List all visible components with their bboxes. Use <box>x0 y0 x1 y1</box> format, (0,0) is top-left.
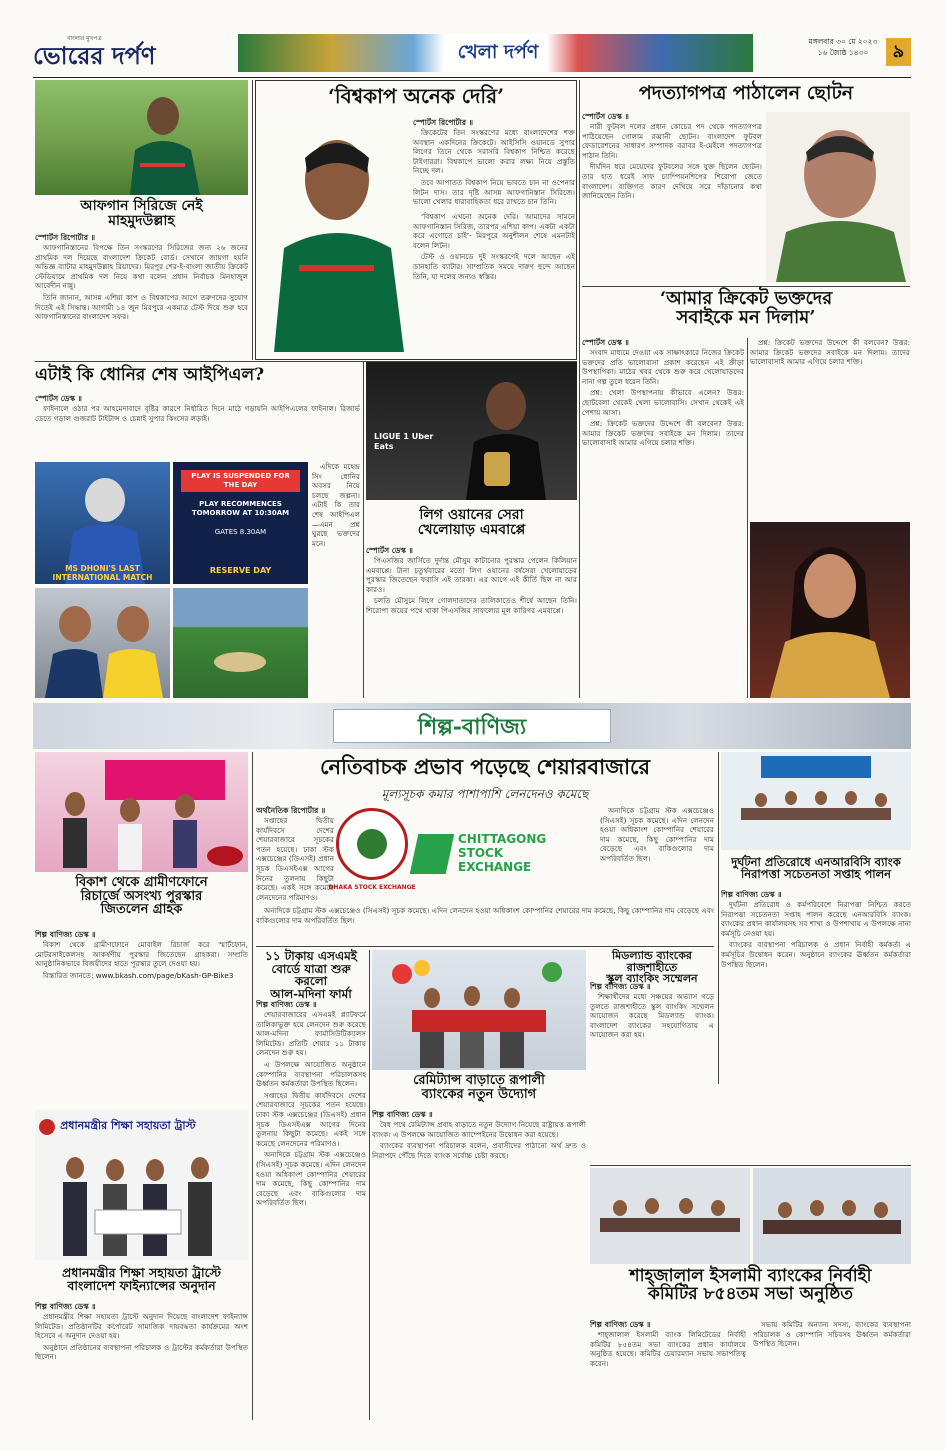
paragraph: ক্রিকেটের তিন সংস্করণের মধ্যে বাংলাদেশের শক্ত অবস্থান একদিনের ক্রিকেটে। আইসিসি ওয়ানডে সুপার লিগের তিনে থেকে সরাসরি বিশ্বকাপ নিশ্চিত করেছে টাইগাররা। বিশ্বকাপে ভালো করার লক্ষ্য নিয়ে প্রস্তুতি নিচ্ছে দল। <box>413 128 575 176</box>
byline: শিল্প বাণিজ্য ডেস্ক ॥ <box>35 1302 96 1311</box>
headline-line: আফগান সিরিজে নেই <box>80 198 203 214</box>
photo-liton <box>259 118 409 352</box>
headline-line: ১১ টাকায় এসএমই <box>265 949 357 963</box>
paragraph: সপ্তাহের দ্বিতীয় কার্যদিবসে দেশের শেয়ারবাজারে সূচকের পতন হয়েছে। ঢাকা স্টক এক্সচেঞ্জের (ডিএসই) প্রধান সূচক ডিএসইএক্স আগের দিনের তুলনায় কিছুটা কমেছে। একই সঙ্গে কমেছে লেনদেনের পরিমাণও। <box>256 1090 366 1148</box>
article-mahmudullah <box>35 233 248 355</box>
headline-mahmudullah <box>35 199 248 228</box>
paragraph: ব্যাংকের ব্যবস্থাপনা পরিচালক বলেন, প্রবাসীদের পাঠানো অর্থ দ্রুত ও নিরাপদে পৌঁছে দিতে ব্যাংক সর্বোচ্চ চেষ্টা করছে। <box>372 1141 586 1160</box>
photo-bkash <box>35 752 248 872</box>
photo-presenter <box>750 522 910 698</box>
masthead-logo-block <box>33 32 233 76</box>
rupali-event-icon <box>372 950 586 1070</box>
photo-mbappe <box>366 362 577 500</box>
paragraph: অন্যদিকে চট্টগ্রাম স্টক এক্সচেঞ্জেও (সিএসই) সূচক কমেছে। এদিন লেনদেন হওয়া অধিকাংশ কোম্পানির শেয়ারের দাম কমেছে, কিছু কোম্পানির দাম বেড়েছে এবং বাকিগুলোর দাম অপরিবর্তিত ছিল। <box>256 1150 366 1208</box>
cse-logo-text: CHITTAGONG STOCK EXCHANGE <box>458 832 547 874</box>
stadium-icon <box>173 588 308 698</box>
mbappe-icon <box>366 362 577 500</box>
headline-line: লিগ ওয়ানের সেরা <box>419 507 524 523</box>
headline-rupali <box>372 1074 586 1101</box>
headline-bkash <box>35 876 248 917</box>
dse-logo <box>336 808 408 880</box>
byline: শিল্প বাণিজ্য ডেস্ক ॥ <box>590 1320 651 1329</box>
section-rule <box>590 1165 911 1166</box>
paragraph: শাহ্জালাল ইসলামী ব্যাংক লিমিটেডের নির্বাহী কমিটির ৮৫৪তম সভা ব্যাংকের প্রধান কার্যালয়ে অনুষ্ঠিত হয়েছে। কমিটির চেয়ারম্যান সভায় সভাপতিত্ব করেন। <box>590 1330 746 1368</box>
photo-captains <box>35 588 170 698</box>
cse-logo <box>414 832 594 884</box>
headline-line: ব্যাংকের নতুন উদ্যোগ <box>421 1086 537 1102</box>
headline-line: জিতলেন গ্রাহক <box>100 902 183 918</box>
headline-midland <box>590 950 714 985</box>
trust-emblem-icon <box>39 1119 55 1135</box>
paragraph: সংবাদ মাধ্যমে দেওয়া এক সাক্ষাৎকারে নিজের ক্রিকেট ভক্তদের প্রতি ভালোবাসা প্রকাশ করেছেন এই ক্রীড়া উপস্থাপিকা। মাঠের খবর থেকে শুরু করে খেলোয়াড়দের নানা গল্প তুলে ধরেন তিনি। <box>582 348 744 386</box>
byline: অর্থনৈতিক রিপোর্টার ॥ <box>256 806 326 815</box>
section-title-khela: খেলা দর্পণ <box>457 41 539 63</box>
column-rule <box>747 338 748 698</box>
masthead <box>33 32 911 76</box>
paragraph: সভায় কমিটির অন্যান্য সদস্য, ব্যাংকের ব্যবস্থাপনা পরিচালক ও কোম্পানি সচিবসহ ঊর্ধ্বতন কর্মকর্তারা উপস্থিত ছিলেন। <box>753 1320 911 1349</box>
headline-line: প্রধানমন্ত্রীর শিক্ষা সহায়তা ট্রাস্টে <box>62 1265 221 1280</box>
ligue1-logo-text: LIGUE 1 Uber Eats <box>374 432 434 451</box>
column-rule <box>252 752 253 1420</box>
coach-portrait-icon <box>766 112 910 282</box>
date-line-2: ১৬ জ্যৈষ্ঠ ১৪৩০ <box>817 48 869 57</box>
paragraph: অন্যদিকে চট্টগ্রাম স্টক এক্সচেঞ্জেও (সিএসই) সূচক কমেছে। এদিন লেনদেন হওয়া অধিকাংশ কোম্পানির শেয়ারের দাম কমেছে, কিছু কোম্পানির দাম বেড়েছে এবং বাকিগুলোর দাম অপরিবর্তিত ছিল। <box>600 806 714 863</box>
headline-pm-trust <box>35 1266 248 1292</box>
column-rule <box>369 950 370 1420</box>
cse-mark-icon <box>410 834 455 874</box>
dse-logo-text: DHAKA STOCK EXCHANGE <box>328 884 416 891</box>
article-midland <box>590 982 714 1066</box>
headline-line: সবাইকে মন দিলাম’ <box>676 306 816 328</box>
label-gates: GATES 8.30AM <box>214 528 267 536</box>
paragraph: এ উপলক্ষে আয়োজিত অনুষ্ঠানে কোম্পানির ব্যবস্থাপনা পরিচালকসহ ঊর্ধ্বতন কর্মকর্তারা উপস্থিত ছিলেন। <box>256 1059 366 1089</box>
section-rule <box>256 946 714 947</box>
label-reserve-day: RESERVE DAY <box>209 566 272 575</box>
headline-shahjalal <box>590 1268 911 1304</box>
player-portrait-icon <box>259 118 409 352</box>
paragraph: ‘বিশ্বকাপ এখনো অনেক দেরি। আমাদের সামনে আফগানিস্তান সিরিজ, তারপর এশিয়া কাপ। একটা একটা করে এগোতে চাই’- মিরপুরে অনুশীলন শেষে এমনটাই বলেন লিটন। <box>413 212 575 250</box>
date-line-1: মঙ্গলবার ৩০ মে ২০২৩ <box>808 37 878 46</box>
article-rupali <box>372 1110 586 1420</box>
article-bkash <box>35 930 248 1060</box>
byline: স্পোর্টস ডেস্ক ॥ <box>582 112 629 121</box>
boardroom-icon <box>753 1168 911 1264</box>
headline-line: কমিটির ৮৫৪তম সভা অনুষ্ঠিত <box>647 1283 854 1304</box>
photo-rupali <box>372 950 586 1070</box>
page-number: ৯ <box>886 38 911 66</box>
label-last-match: MS DHONI'S LAST INTERNATIONAL MATCH <box>52 564 153 582</box>
article-dhoni-top <box>35 394 360 460</box>
photo-scoreboard <box>173 462 308 584</box>
photo-mahmudullah <box>35 80 248 195</box>
paragraph: সপ্তাহের দ্বিতীয় কার্যদিবসে দেশের শেয়ারবাজারে সূচকের পতন হয়েছে। ঢাকা স্টক এক্সচেঞ্জের (ডিএসই) প্রধান সূচক ডিএসইএক্স আগের দিনের তুলনায় কিছুটা কমেছে। একই সঙ্গে কমেছে লেনদেনের পরিমাণও। <box>256 816 334 902</box>
headline-line: রিচার্জে অসংখ্য পুরস্কার <box>80 888 203 904</box>
label-suspended: PLAY IS SUSPENDED FOR THE DAY <box>181 470 300 492</box>
column-rule <box>579 80 580 698</box>
article-almadina <box>256 1000 366 1420</box>
player-silhouette-icon <box>35 80 248 195</box>
headline-nrbc <box>721 856 911 880</box>
column-rule <box>252 80 253 360</box>
paragraph: বিস্তারিত জানতে: www.bkash.com/page/bKash-GP-Bike3 <box>43 970 234 980</box>
byline: শিল্প বাণিজ্য ডেস্ক ॥ <box>372 1110 433 1119</box>
paragraph: দীর্ঘদিন ধরে মেয়েদের ফুটবলের সঙ্গে যুক্ত ছিলেন ছোটন। তার হাত ধরেই সাফ চ্যাম্পিয়নশিপের শিরোপা জেতে বাংলাদেশ। ব্যক্তিগত কারণ দেখিয়ে সরে দাঁড়ানোর কথা জানিয়েছেন তিনি। <box>582 162 762 201</box>
masthead-tagline: বাংলার মুখপত্র <box>67 35 102 42</box>
byline: শিল্প বাণিজ্য ডেস্ক ॥ <box>35 930 96 939</box>
article-shahjalal-col1 <box>590 1320 746 1420</box>
paragraph: পিএসজির জার্সিতে দুর্দান্ত মৌসুম কাটানোর পুরস্কার পেলেন কিলিয়ান এমবাপ্পে। টানা চতুর্থবারের মতো লিগ ওয়ানের বর্ষসেরা খেলোয়াড়ের পুরস্কার জিতেছেন ফরাসি এই তারকা। এর আগে এই কীর্তি ছিল না আর কারও। <box>366 556 577 594</box>
photo-nrbc <box>721 752 911 850</box>
byline: শিল্প বাণিজ্য ডেস্ক ॥ <box>256 1000 317 1009</box>
masthead-logo: ভোরের দর্পণ <box>33 41 156 70</box>
photo-stadium <box>173 588 308 698</box>
paragraph: টেস্ট ও ওয়ানডে দুই সংস্করণেই দলে আছেন এই ডানহাতি ব্যাটার। সাম্প্রতিক সময়ে দারুণ ছন্দে আছেন তিনি, যা দলের জন্যও স্বস্তির। <box>413 252 575 281</box>
captains-icon <box>35 588 170 698</box>
article-chhoton <box>582 112 762 282</box>
article-worldcup-bottom <box>413 212 575 352</box>
boardroom-icon <box>590 1168 750 1264</box>
subhead-share: মূল্যসূচক কমার পাশাপাশি লেনদেনও কমেছে <box>381 787 589 801</box>
article-fans-col1 <box>582 338 744 698</box>
headline-worldcup: ‘বিশ্বকাপ অনেক দেরি’ <box>327 84 505 108</box>
byline: স্পোর্টস রিপোর্টার ॥ <box>413 118 474 127</box>
photo-shahjalal-2 <box>753 1168 911 1264</box>
photo-shahjalal-1 <box>590 1168 750 1264</box>
nrbc-meeting-icon <box>721 752 911 850</box>
headline-almadina <box>256 950 366 1000</box>
byline: শিল্প বাণিজ্য ডেস্ক ॥ <box>590 982 651 991</box>
headline-share: নেতিবাচক প্রভাব পড়েছে শেয়ারবাজারে <box>319 754 651 779</box>
headline-chhoton: পদত্যাগপত্র পাঠালেন ছোটন <box>638 82 854 104</box>
paragraph: নারী ফুটবল দলের প্রধান কোচের পদ থেকে পদত্যাগপত্র পাঠিয়েছেন গোলাম রব্বানী ছোটন। বাংলাদেশ ফুটবল ফেডারেশনের সাধারণ সম্পাদক বরাবর ই-মেইলে পদত্যাগপত্র পাঠান তিনি। <box>582 122 762 160</box>
headline-line: শাহ্জালাল ইসলামী ব্যাংকের নির্বাহী <box>629 1266 872 1286</box>
masthead-date <box>803 36 883 58</box>
business-banner <box>33 703 911 749</box>
masthead-rule <box>33 77 911 78</box>
section-rule <box>582 286 910 287</box>
article-share-bottom <box>256 906 714 944</box>
paragraph: চলতি মৌসুমে লিগে গোলদাতাদের তালিকাতেও শীর্ষে আছেন তিনি। শিরোপা জয়ের পথে থাকা পিএসজির সাফল্যের মূল কারিগর এমবাপ্পে। <box>366 596 577 615</box>
presenter-portrait-icon <box>750 522 910 698</box>
dse-logo-inner-icon <box>357 829 387 859</box>
paragraph: শিক্ষার্থীদের মধ্যে সঞ্চয়ের অভ্যাস গড়ে তুলতে রাজশাহীতে স্কুল ব্যাংকিং সম্মেলন আয়োজন করেছে মিডল্যান্ড ব্যাংক। বাংলাদেশ ব্যাংকের সহযোগিতায় এ আয়োজন করা হয়। <box>590 992 714 1040</box>
headline-line: মাহমুদউল্লাহ <box>108 212 175 229</box>
byline: স্পোর্টস ডেস্ক ॥ <box>35 394 82 403</box>
article-worldcup-top <box>413 118 575 208</box>
paragraph: প্রধানমন্ত্রীর শিক্ষা সহায়তা ট্রাস্টে অনুদান দিয়েছে বাংলাদেশ ফাইন্যান্স লিমিটেড। প্রতিষ্ঠানটির কর্পোরেট সামাজিক দায়বদ্ধতা কার্যক্রমের অংশ হিসেবে এ অনুদান দেওয়া হয়। <box>35 1312 248 1341</box>
headline-line: আল-মদিনা ফার্মা <box>270 986 352 1001</box>
trust-logo-text: প্রধানমন্ত্রীর শিক্ষা সহায়তা ট্রাস্ট <box>60 1119 196 1132</box>
paragraph: শেয়ারবাজারের এসএমই প্ল্যাটফর্মে তালিকাভুক্ত হয়ে লেনদেন শুরু করেছে আল-মদিনা ফার্মাসিউটিক্যালস লিমিটেড। প্রতিটি শেয়ার ১১ টাকায় লেনদেন শুরু হয়। <box>256 1010 366 1058</box>
byline: স্পোর্টস ডেস্ক ॥ <box>366 546 413 555</box>
paragraph: অনুষ্ঠানে প্রতিষ্ঠানের ব্যবস্থাপনা পরিচালক ও ট্রাস্টের কর্মকর্তারা উপস্থিত ছিলেন। <box>35 1342 248 1362</box>
article-mbappe <box>366 546 577 698</box>
headline-line: বোর্ডে যাত্রা শুরু করলো <box>271 961 351 989</box>
headline-line: স্কুল ব্যাংকিং সম্মেলন <box>606 972 698 986</box>
headline-line: বাংলাদেশ ফাইন্যান্সের অনুদান <box>67 1278 216 1294</box>
byline: স্পোর্টস ডেস্ক ॥ <box>582 338 629 347</box>
paragraph: আফগানিস্তানের বিপক্ষে তিন সংস্করণের সিরিজের জন্য ২৬ জনের প্রাথমিক দল দিয়েছে বাংলাদেশ ক্রিকেট বোর্ড। সেখানে জায়গা হয়নি অভিজ্ঞ ব্যাটার মাহমুদউল্লাহ রিয়াদের। মিরপুর শের-ই-বাংলা জাতীয় ক্রিকেট স্টেডিয়ামে প্রাথমিক দল নিয়ে কথা বলেন প্রধান নির্বাচক মিনহাজুল আবেদীন নান্নু। <box>35 243 248 291</box>
pm-trust-logo <box>39 1116 244 1136</box>
label-recommences: PLAY RECOMMENCES TOMORROW AT 10:30AM <box>191 500 290 517</box>
photo-pm-trust <box>35 1110 248 1260</box>
article-fans-col2 <box>750 338 910 518</box>
headline-line: ‘আমার ক্রিকেট ভক্তদের <box>659 288 833 309</box>
paragraph: ব্যাংকের ব্যবস্থাপনা পরিচালক ও প্রধান নির্বাহী কর্মকর্তা এ কর্মসূচির উদ্বোধন করেন। অনুষ্ঠানে ব্যাংকের ঊর্ধ্বতন কর্মকর্তারা উপস্থিত ছিলেন। <box>721 940 911 969</box>
photo-chhoton <box>766 112 910 282</box>
paragraph: বৈধ পথে রেমিট্যান্স প্রবাহ বাড়াতে নতুন উদ্যোগ নিয়েছে রাষ্ট্রায়ত্ত রূপালী ব্যাংক। এ উপলক্ষে আয়োজিত ক্যাম্পেইনের উদ্বোধন করা হয়েছে। <box>372 1120 586 1139</box>
masthead-banner <box>238 34 753 72</box>
article-pm-trust <box>35 1302 248 1420</box>
headline-line: খেলোয়াড় এমবাপ্পে <box>417 521 526 538</box>
headline-line: বিকাশ থেকে গ্রামীণফোনে <box>75 875 208 890</box>
paragraph: তবে আপাতত বিশ্বকাপ নিয়ে ভাবতে চান না ওপেনার লিটন দাস। তার দৃষ্টি আসন্ন আফগানিস্তান সিরিজে। ভালো খেলার ধারাবাহিকতা ধরে রাখতে চান তিনি। <box>413 177 575 207</box>
headline-line: নিরাপত্তা সচেতনতা সপ্তাহ পালন <box>740 867 892 882</box>
headline-line: দুর্ঘটনা প্রতিরোধে এনআরবিসি ব্যাংক <box>731 855 901 869</box>
paragraph: প্রশ্ন: ক্রিকেট ভক্তদের উদ্দেশে কী বলবেন? উত্তর: আমার ক্রিকেট ভক্তদের সবাইকে মন দিলাম। তাদের ভালোবাসাই আমার এগিয়ে চলার শক্তি। <box>582 419 744 448</box>
paragraph: প্রশ্ন: ক্রিকেট ভক্তদের উদ্দেশে কী বলবেন? উত্তর: আমার ক্রিকেট ভক্তদের সবাইকে মন দিলাম। তাদের ভালোবাসাই আমার এগিয়ে চলার শক্তি। <box>750 338 910 367</box>
paragraph: তিনি জানান, আসন্ন এশিয়া কাপ ও বিশ্বকাপের আগে তরুণদের সুযোগ দিতেই এই সিদ্ধান্ত। আগামী ১৪ জুন মিরপুরে একমাত্র টেস্ট দিয়ে শুরু হবে আফগানিস্তানের বাংলাদেশ সফর। <box>35 292 248 322</box>
article-share-right <box>600 806 714 910</box>
headline-line: রেমিট্যান্স বাড়াতে রূপালী <box>413 1073 545 1088</box>
headline-line: মিডল্যান্ড ব্যাংকের রাজশাহীতে <box>612 949 692 974</box>
headline-fans <box>582 290 910 328</box>
article-dhoni-side <box>312 462 360 698</box>
paragraph: ফাইনালে ওঠার পর আহমেদাবাদে বৃষ্টির কারণে নির্ধারিত দিনে মাঠে গড়ায়নি আইপিএলের ফাইনাল। রিজার্ভ ডেতে গড়াল গুজরাট টাইটান্স ও চেন্নাই সুপার কিংসের লড়াই। <box>35 404 360 423</box>
column-rule <box>718 752 719 1084</box>
photo-dhoni-last-match <box>35 462 170 584</box>
article-nrbc <box>721 890 911 1160</box>
article-shahjalal-col2 <box>753 1320 911 1420</box>
paragraph: অন্যদিকে চট্টগ্রাম স্টক এক্সচেঞ্জেও (সিএসই) সূচক কমেছে। এদিন লেনদেন হওয়া অধিকাংশ কোম্পানির শেয়ারের দাম কমেছে, কিছু কোম্পানির দাম বেড়েছে এবং বাকিগুলোর দাম অপরিবর্তিত ছিল। <box>256 906 714 925</box>
paragraph: প্রশ্ন: খেলা উপস্থাপনায় কীভাবে এলেন? উত্তর: ছোটবেলা থেকেই খেলা ভালোবাসি। সেখান থেকেই এই পেশায় আসা। <box>582 388 744 417</box>
paragraph: এদিকে মহেন্দ্র সিং ধোনির অবসর নিয়ে চলছে জল্পনা। এটাই কি তার শেষ আইপিএল—এমন প্রশ্ন ঘুরছে ভক্তদের মনে। <box>312 462 360 548</box>
byline: শিল্প বাণিজ্য ডেস্ক ॥ <box>721 890 782 899</box>
bkash-event-icon <box>35 752 248 872</box>
headline-dhoni: এটাই কি ধোনির শেষ আইপিএল? <box>35 365 265 385</box>
headline-mbappe <box>366 508 577 537</box>
byline: স্পোর্টস রিপোর্টার ॥ <box>35 233 96 242</box>
article-share-left <box>256 806 334 904</box>
paragraph: বিকাশ থেকে গ্রামীণফোনে মোবাইল রিচার্জ করে স্মার্টফোন, মোটরসাইকেলসহ আকর্ষণীয় পুরস্কার জিতেছেন গ্রাহকরা। সম্প্রতি আনুষ্ঠানিকভাবে বিজয়ীদের হাতে পুরস্কার তুলে দেওয়া হয়। <box>35 940 248 969</box>
section-title-business: শিল্প-বাণিজ্য <box>333 709 611 743</box>
column-rule <box>363 362 364 698</box>
paragraph: দুর্ঘটনা প্রতিরোধ ও কর্মপরিবেশে নিরাপত্তা নিশ্চিত করতে নিরাপত্তা সচেতনতা সপ্তাহ পালন করেছে এনআরবিসি ব্যাংক। ব্যাংকের প্রধান কার্যালয়সহ সব শাখা ও উপশাখায় এ উপলক্ষে নানা কর্মসূচি নেওয়া হয়। <box>721 900 911 938</box>
